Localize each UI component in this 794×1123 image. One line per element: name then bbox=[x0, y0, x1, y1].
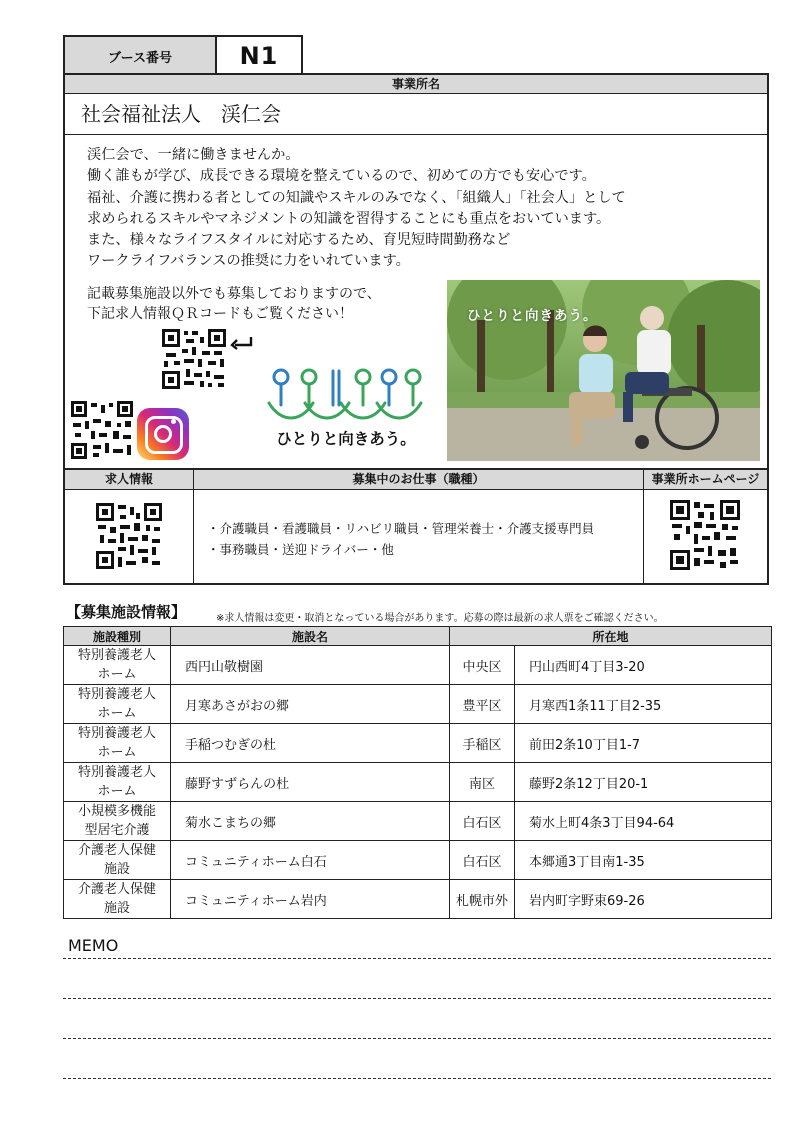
facility-name: コミュニティホーム白石 bbox=[171, 841, 450, 880]
facility-type: 特別養護老人 ホーム bbox=[64, 685, 171, 724]
instagram-qr-code-icon[interactable] bbox=[71, 401, 133, 459]
recruit-qr-code-icon[interactable] bbox=[96, 503, 162, 569]
recruit-section bbox=[65, 468, 767, 585]
return-arrow-icon bbox=[230, 336, 254, 350]
logo-mark-icon bbox=[261, 365, 431, 427]
description-line: 渓仁会で、一緒に働きませんか。 bbox=[87, 147, 300, 163]
facility-name: 西円山敬樹園 bbox=[171, 646, 450, 685]
instagram-icon[interactable] bbox=[137, 408, 189, 460]
description-line: ワークライフバランスの推奨に力をいれています。 bbox=[87, 253, 410, 270]
facility-type: 介護老人保健 施設 bbox=[64, 841, 171, 880]
facility-section-title: 【募集施設情報】 bbox=[66, 603, 187, 621]
description-line: また、様々なライフスタイルに対応するため、育児短時間勤務など bbox=[87, 232, 511, 249]
facility-name: 手稲つむぎの杜 bbox=[171, 724, 450, 763]
booth-label: ブース番号 bbox=[65, 37, 217, 75]
facility-address: 月寒西1条11丁目2-35 bbox=[515, 685, 772, 724]
col-homepage-header: 事業所ホームページ bbox=[644, 470, 767, 490]
brand-logo bbox=[261, 365, 431, 455]
facility-ward: 札幌市外 bbox=[450, 880, 515, 919]
col-type-header: 施設種別 bbox=[64, 627, 171, 646]
table-row bbox=[64, 646, 772, 685]
facility-note: ※求人情報は変更・取消となっている場合があります。応募の際は最新の求人票をご確認ください。 bbox=[216, 613, 664, 624]
facility-address: 円山西町4丁目3-20 bbox=[515, 646, 772, 685]
description bbox=[87, 145, 626, 273]
facility-ward: 南区 bbox=[450, 763, 515, 802]
job-line: ・事務職員・送迎ドライバー・他 bbox=[207, 542, 394, 557]
facility-table-header-row bbox=[64, 627, 772, 646]
table-row bbox=[64, 802, 772, 841]
table-row bbox=[64, 763, 772, 802]
col-recruit-header: 求人情報 bbox=[65, 470, 193, 490]
hero-photo bbox=[447, 280, 760, 461]
job-qr-code-icon[interactable] bbox=[162, 329, 226, 389]
description-line: 働く誰もが学び、成長できる環境を整えているので、初めての方でも安心です。 bbox=[87, 168, 596, 185]
col-jobs-header: 募集中のお仕事（職種） bbox=[194, 470, 643, 490]
recruit-note-line: 記載募集施設以外でも募集しておりますので、 bbox=[87, 286, 381, 302]
facility-name: 月寒あさがおの郷 bbox=[171, 685, 450, 724]
facility-ward: 豊平区 bbox=[450, 685, 515, 724]
table-row bbox=[64, 841, 772, 880]
facility-address: 菊水上町4条3丁目94-64 bbox=[515, 802, 772, 841]
description-line: 求められるスキルやマネジメントの知識を習得することにも重点をおいています。 bbox=[87, 210, 611, 227]
recruit-note bbox=[87, 284, 381, 324]
col-location-header: 所在地 bbox=[450, 627, 772, 646]
job-line: ・介護職員・看護職員・リハビリ職員・管理栄養士・介護支援専門員 bbox=[207, 521, 595, 536]
main-panel bbox=[63, 73, 769, 585]
facility-ward: 白石区 bbox=[450, 841, 515, 880]
facility-ward: 手稲区 bbox=[450, 724, 515, 763]
facility-ward: 白石区 bbox=[450, 802, 515, 841]
org-name: 社会福祉法人 渓仁会 bbox=[65, 94, 767, 135]
table-row bbox=[64, 724, 772, 763]
recruit-note-line: 下記求人情報ＱＲコードもご覧ください！ bbox=[87, 306, 353, 322]
homepage-qr-code-icon[interactable] bbox=[670, 500, 740, 570]
memo-line bbox=[63, 1038, 771, 1039]
logo-tagline: ひとりと向きあう。 bbox=[276, 430, 416, 448]
description-line: 福祉、介護に携わる者としての知識やスキルのみでなく、「組織人」「社会人」として bbox=[87, 189, 626, 206]
facility-type: 特別養護老人 ホーム bbox=[64, 724, 171, 763]
facility-ward: 中央区 bbox=[450, 646, 515, 685]
facility-address: 本郷通3丁目南1-35 bbox=[515, 841, 772, 880]
facility-type: 小規模多機能 型居宅介護 bbox=[64, 802, 171, 841]
org-header: 事業所名 bbox=[65, 75, 767, 94]
facility-type: 特別養護老人 ホーム bbox=[64, 763, 171, 802]
facility-address: 藤野2条12丁目20-1 bbox=[515, 763, 772, 802]
facility-type: 特別養護老人 ホーム bbox=[64, 646, 171, 685]
facility-name: 菊水こまちの郷 bbox=[171, 802, 450, 841]
facility-address: 前田2条10丁目1-7 bbox=[515, 724, 772, 763]
facility-type: 介護老人保健 施設 bbox=[64, 880, 171, 919]
table-row bbox=[64, 880, 772, 919]
memo-label: MEMO bbox=[68, 936, 119, 955]
photo-caption: ひとりと向きあう。 bbox=[467, 308, 598, 324]
memo-line bbox=[63, 998, 771, 999]
facility-table bbox=[63, 626, 772, 919]
facility-address: 岩内町字野束69-26 bbox=[515, 880, 772, 919]
memo-line bbox=[63, 1078, 771, 1079]
booth-number: N1 bbox=[239, 42, 279, 70]
memo-line bbox=[63, 958, 771, 959]
job-list bbox=[207, 518, 594, 560]
facility-name: 藤野すずらんの杜 bbox=[171, 763, 450, 802]
booth-box bbox=[63, 35, 303, 75]
facility-name: コミュニティホーム岩内 bbox=[171, 880, 450, 919]
col-name-header: 施設名 bbox=[171, 627, 450, 646]
table-row bbox=[64, 685, 772, 724]
